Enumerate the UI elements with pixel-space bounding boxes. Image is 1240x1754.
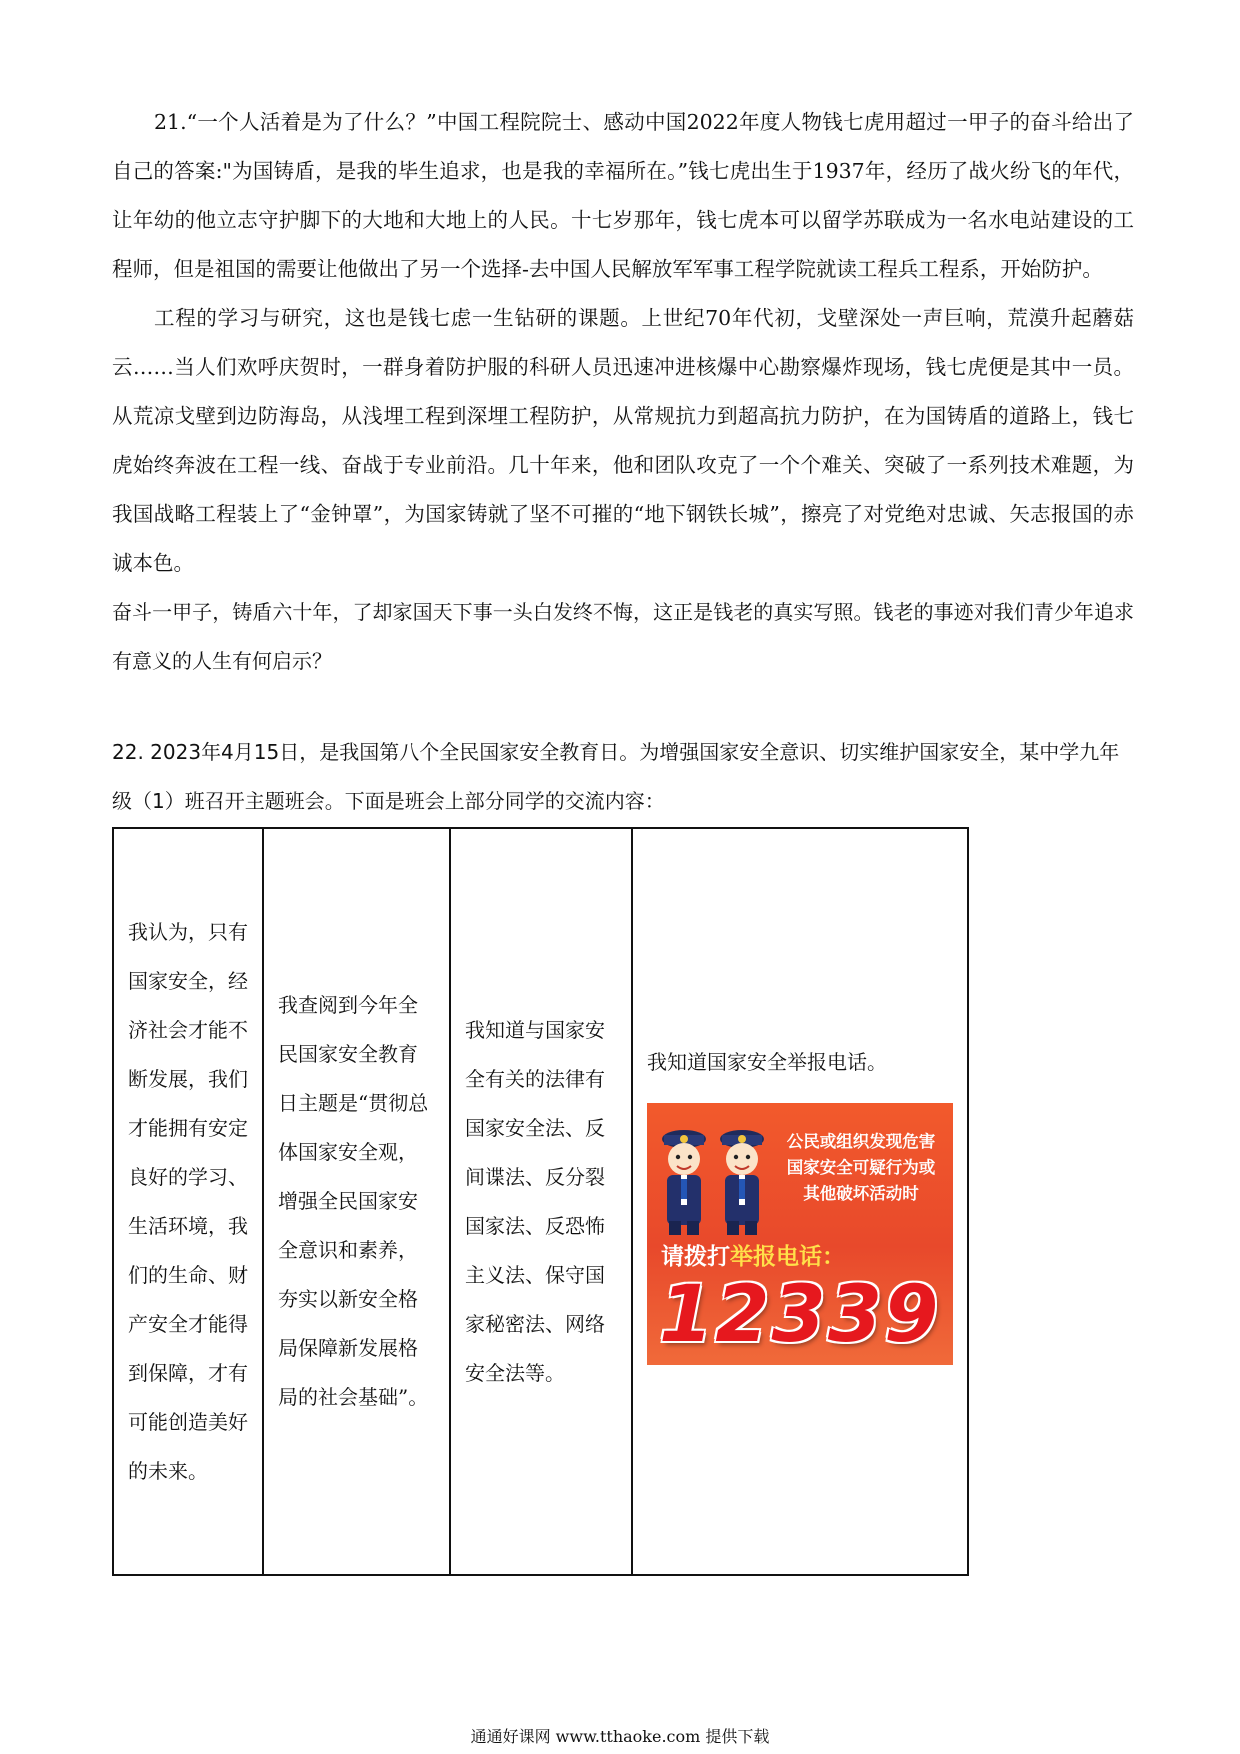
opinion-text-1: 我认为，只有国家安全，经济社会才能不断发展，我们才能拥有安定良好的学习、生活环境，我们的生命、财产安全才能得到保障，才有可能创造美好的未来。 <box>128 919 248 1483</box>
police-officer-icon <box>713 1117 771 1237</box>
question-21-paragraph-1: 21.“一个人活着是为了什么？”中国工程院院士、感动中国2022年度人物钱七虎用超过一甲子的奋斗给出了自己的答案:"为国铸盾，是我的毕生追求，也是我的幸福所在。”钱七虎出生于1937年，经历了战火纷飞的年代，让年幼的他立志守护脚下的大地和大地上的人民。十七岁那年，钱七虎本可以留学苏联成为一名水电站建设的工程师，但是祖国的需要让他做出了另一个选择-去中国人民解放军军事工程学院就读工程兵工程系，开始防护。 <box>112 110 1134 281</box>
table-row <box>113 828 968 1575</box>
opinion-text-4: 我知道国家安全举报电话。 <box>647 1050 887 1074</box>
hotline-number: 12339 <box>659 1270 941 1360</box>
question-22-intro: 22. 2023年4月15日，是我国第八个全民国家安全教育日。为增强国家安全意识、切实维护国家安全，某中学九年级（1）班召开主题班会。下面是班会上部分同学的交流内容： <box>112 740 1120 813</box>
hotline-prompt-prefix: 请拨打 <box>661 1244 730 1270</box>
hotline-message <box>773 1129 949 1207</box>
hotline-poster <box>647 1103 953 1365</box>
question-21 <box>112 98 1134 686</box>
hotline-message-line: 其他破坏活动时 <box>803 1184 919 1203</box>
opinion-cell-3 <box>450 828 632 1575</box>
opinion-cell-2 <box>263 828 450 1575</box>
hotline-message-line: 公民或组织发现危害 <box>786 1132 936 1151</box>
opinion-cell-1 <box>113 828 263 1575</box>
student-opinions-table <box>112 827 969 1576</box>
opinion-text-3: 我知道与国家安全有关的法律有国家安全法、反间谍法、反分裂国家法、反恐怖主义法、保守国家秘密法、网络安全法等。 <box>465 1017 605 1385</box>
question-22 <box>112 728 1134 826</box>
page-footer: 通通好课网 www.tthaoke.com 提供下载 <box>470 1727 770 1746</box>
hotline-prompt-accent: 举报电话： <box>730 1244 845 1270</box>
hotline-message-line: 国家安全可疑行为或 <box>786 1158 936 1177</box>
police-officer-icon <box>655 1117 713 1237</box>
opinion-cell-4 <box>632 828 968 1575</box>
opinion-text-2: 我查阅到今年全民国家安全教育日主题是“贯彻总体国家安全观，增强全民国家安全意识和素养，夯实以新安全格局保障新发展格局的社会基础”。 <box>278 993 429 1409</box>
question-21-paragraph-2: 工程的学习与研究，这也是钱七虑一生钻研的课题。上世纪70年代初，戈壁深处一声巨响，荒漠升起蘑菇云……当人们欢呼庆贺时，一群身着防护服的科研人员迅速冲进核爆中心勘察爆炸现场，钱七虎便是其中一员。从荒凉戈壁到边防海岛，从浅埋工程到深埋工程防护，从常规抗力到超高抗力防护，在为国铸盾的道路上，钱七虎始终奔波在工程一线、奋战于专业前沿。几十年来，他和团队攻克了一个个难关、突破了一系列技术难题，为我国战略工程装上了“金钟罩”，为国家铸就了坚不可摧的“地下钢铁长城”，擦亮了对党绝对忠诚、矢志报国的赤诚本色。 <box>112 306 1134 575</box>
question-21-prompt: 奋斗一甲子，铸盾六十年，了却家国天下事一头白发终不悔，这正是钱老的真实写照。钱老的事迹对我们青少年追求有意义的人生有何启示？ <box>112 600 1134 673</box>
